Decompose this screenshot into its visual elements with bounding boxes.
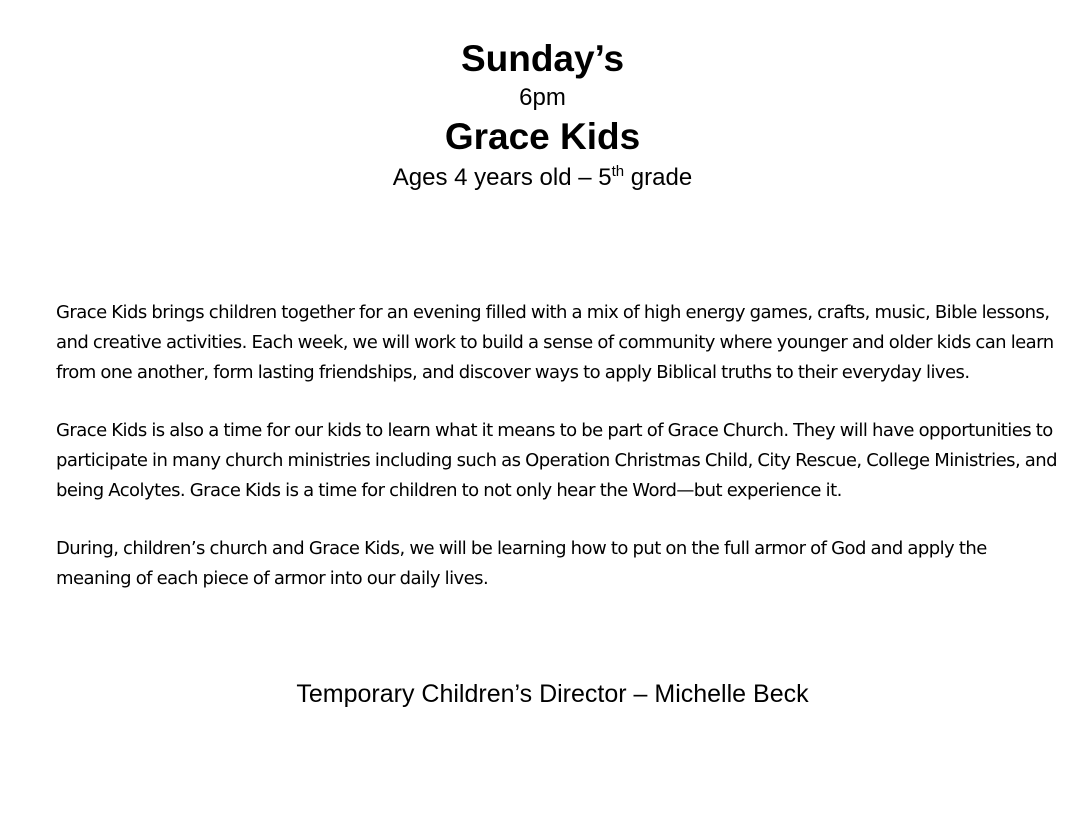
program-title: Grace Kids [444, 116, 641, 157]
paragraph-church: Grace Kids is also a time for our kids to learn what it means to be part of Grace Church. They will have opportunities to participate in many church ministries including such as Operation Christmas Child, City Rescue, College Ministries, and being Acolytes. Grace Kids is a time for children to not only hear the Word—but experience it. [56, 420, 1058, 501]
paragraph-armor: During, children’s church and Grace Kids, we will be learning how to put on the full armor of God and apply the meaning of each piece of armor into our daily lives. [56, 538, 987, 589]
ages-superscript: th [611, 163, 625, 180]
day-heading: Sunday’s [460, 38, 625, 79]
ages-text [0, 162, 1085, 194]
flyer-header [0, 34, 1085, 194]
time-text: 6pm [519, 84, 566, 111]
ages-prefix: Ages 4 years old – 5 [392, 164, 612, 191]
paragraph-intro: Grace Kids brings children together for an evening filled with a mix of high energy games, crafts, music, Bible lessons, and creative activities. Each week, we will work to build a sense of community where younger and older kids can learn from one another, form lasting friendships, and discover ways to apply Biblical truths to their everyday lives. [56, 302, 1054, 383]
director-credit: Temporary Children’s Director – Michelle Beck [296, 680, 809, 708]
ages-suffix: grade [624, 164, 693, 191]
description-body [56, 298, 1066, 622]
